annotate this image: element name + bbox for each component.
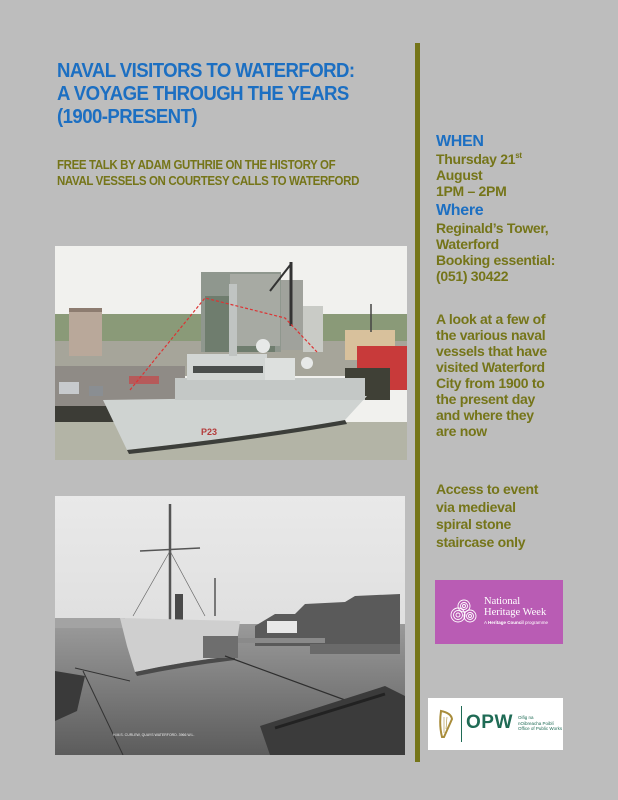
nhw-tagline-suffix: programme xyxy=(523,620,549,625)
access-line: spiral stone xyxy=(436,516,511,532)
opw-line-1: Oifig na xyxy=(518,715,534,720)
access-line: Access to event xyxy=(436,481,539,497)
title-line-3: (1900-PRESENT) xyxy=(57,106,198,128)
when-heading: WHEN xyxy=(436,133,484,150)
vertical-divider xyxy=(415,43,420,762)
when-day-text: Thursday 21 xyxy=(436,151,516,167)
harp-icon xyxy=(438,709,454,739)
heritage-spiral-icon xyxy=(449,598,479,626)
where-heading: Where xyxy=(436,202,484,219)
title-line-1: NAVAL VISITORS TO WATERFORD: xyxy=(57,60,355,82)
event-title xyxy=(57,60,392,129)
description-line: and where they xyxy=(436,407,534,423)
title-line-2: A VOYAGE THROUGH THE YEARS xyxy=(57,83,349,105)
where-venue: Reginald’s Tower, xyxy=(436,220,549,236)
photo-modern-ship xyxy=(55,246,407,460)
description-line: are now xyxy=(436,423,487,439)
booking-note: Booking essential: xyxy=(436,252,556,268)
description-line: A look at a few of xyxy=(436,311,546,327)
opw-text xyxy=(518,715,562,732)
opw-divider xyxy=(461,706,462,742)
where-city: Waterford xyxy=(436,236,499,252)
when-day-suffix: st xyxy=(515,151,522,160)
description-section xyxy=(436,311,547,439)
description-line: City from 1900 to xyxy=(436,375,545,391)
subtitle-line-1: FREE TALK BY ADAM GUTHRIE ON THE HISTORY OF xyxy=(57,158,336,172)
when-time: 1PM – 2PM xyxy=(436,183,507,199)
nhw-line-2: Heritage Week xyxy=(484,607,547,618)
where-section xyxy=(436,202,555,284)
access-line: via medieval xyxy=(436,498,516,515)
opw-mark: OPW xyxy=(466,712,513,733)
event-subtitle xyxy=(57,157,388,189)
nhw-tagline-bold: Heritage Council xyxy=(488,620,524,625)
opw-line-3: Office of Public Works xyxy=(518,726,563,731)
subtitle-line-2: NAVAL VESSELS ON COURTESY CALLS TO WATERFORD xyxy=(57,174,360,188)
nhw-line-1: National xyxy=(484,596,521,607)
when-section xyxy=(436,133,522,199)
opw-logo xyxy=(428,698,563,750)
photo-historic-ship xyxy=(55,496,405,755)
opw-line-2: nOibreacha Poiblí xyxy=(518,720,554,726)
access-line: staircase only xyxy=(436,533,526,550)
description-line: the various naval xyxy=(436,327,546,343)
booking-phone: (051) 30422 xyxy=(436,268,509,284)
national-heritage-week-logo xyxy=(435,580,563,644)
nhw-tagline-prefix: A xyxy=(484,620,489,625)
description-line: the present day xyxy=(436,391,535,407)
access-section xyxy=(436,481,538,551)
nhw-tagline xyxy=(484,620,548,625)
hull-number: P23 xyxy=(201,427,218,437)
when-day xyxy=(436,151,522,167)
description-line: vessels that have xyxy=(436,343,547,359)
photo-caption: H.M.S. CURLEW, QUAYS WATERFORD. 3966 W.L. xyxy=(113,733,195,737)
when-month: August xyxy=(436,167,483,183)
description-line: visited Waterford xyxy=(436,359,545,375)
